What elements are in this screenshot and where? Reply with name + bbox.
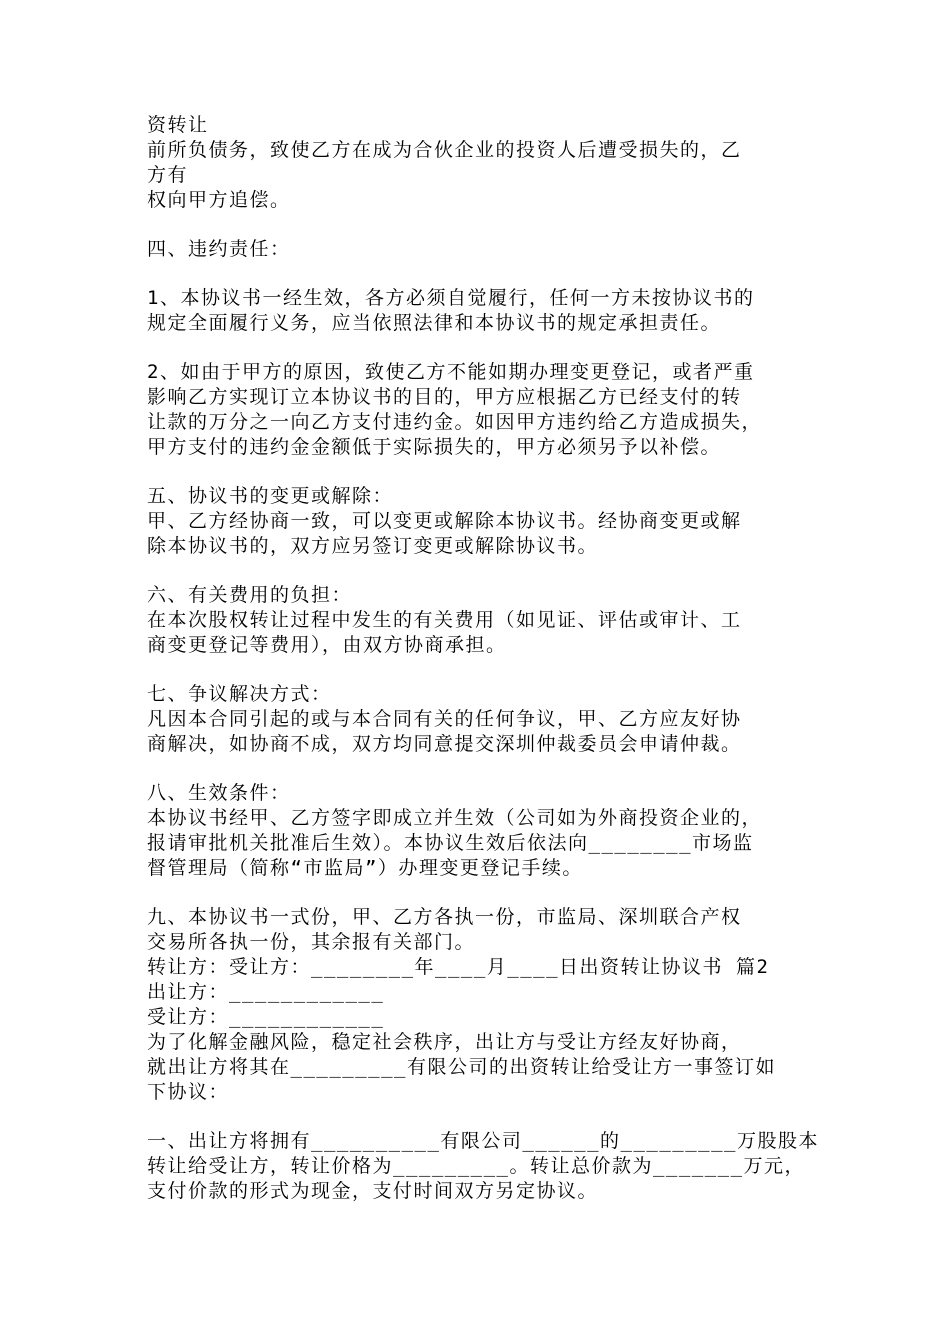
text-line: 九、本协议书一式份，甲、乙方各执一份，市监局、深圳联合产权 (147, 906, 742, 928)
paragraph-gap (147, 559, 827, 583)
text-line: 商变更登记等费用），由双方协商承担。 (147, 634, 507, 656)
section-heading: 七、争议解决方式： (147, 683, 332, 705)
section-heading: 五、协议书的变更或解除： (147, 485, 394, 507)
section-heading: 八、生效条件： (147, 782, 291, 804)
text-line: 1、本协议书一经生效，各方必须自觉履行，任何一方未按协议书的 (147, 287, 755, 309)
text-line: 方有 (147, 164, 189, 186)
paragraph-gap (147, 757, 827, 781)
text-line: 为了化解金融风险，稳定社会秩序，出让方与受让方经友好协商， (147, 1031, 742, 1053)
text-line: 资转让 (147, 114, 209, 136)
text-line: 前所负债务，致使乙方在成为合伙企业的投资人后遭受损失的，乙 (147, 139, 742, 161)
text-line: 转让给受让方，转让价格为_________。转让总价款为_______万元， (147, 1155, 806, 1177)
paragraph-gap (147, 658, 827, 682)
paragraph-gap (147, 460, 827, 484)
paragraph-gap (147, 213, 827, 237)
text-line: 规定全面履行义务，应当依照法律和本协议书的规定承担责任。 (147, 312, 722, 334)
text-line: 甲、乙方经协商一致，可以变更或解除本协议书。经协商变更或解 (147, 510, 742, 532)
text-line: 除本协议书的，双方应另签订变更或解除协议书。 (147, 535, 599, 557)
text-line: 受让方：____________ (147, 1006, 385, 1028)
paragraph-gap (147, 881, 827, 905)
text-line: 报请审批机关批准后生效）。本协议生效后依法向________市场监 (147, 832, 754, 854)
text-line: 交易所各执一份，其余报有关部门。 (147, 931, 476, 953)
text-line: 权向甲方追偿。 (147, 189, 291, 211)
text-line: 就出让方将其在_________有限公司的出资转让给受让方一事签订如 (147, 1056, 776, 1078)
text-line: 出让方：____________ (147, 981, 385, 1003)
text-line: 凡因本合同引起的或与本合同有关的任何争议，甲、乙方应友好协 (147, 708, 742, 730)
text-line: 让款的万分之一向乙方支付违约金。如因甲方违约给乙方造成损失， (147, 411, 763, 433)
text-line: 在本次股权转让过程中发生的有关费用（如见证、评估或审计、工 (147, 609, 742, 631)
text-line: 督管理局（简称“市监局”）办理变更登记手续。 (147, 857, 583, 879)
paragraph-gap (147, 262, 827, 286)
section-heading: 六、有关费用的负担： (147, 584, 353, 606)
text-line: 影响乙方实现订立本协议书的目的，甲方应根据乙方已经支付的转 (147, 386, 742, 408)
text-line: 转让方：受让方：________年____月____日出资转让协议书 篇2 (147, 956, 770, 978)
section-heading: 四、违约责任： (147, 238, 291, 260)
text-line: 支付价款的形式为现金，支付时间双方另定协议。 (147, 1180, 599, 1202)
document-body (147, 113, 827, 1204)
text-line: 甲方支付的违约金金额低于实际损失的，甲方必须另予以补偿。 (147, 436, 722, 458)
text-line: 本协议书经甲、乙方签字即成立并生效（公司如为外商投资企业的， (147, 807, 763, 829)
paragraph-gap (147, 1105, 827, 1129)
text-line: 2、如由于甲方的原因，致使乙方不能如期办理变更登记，或者严重 (147, 361, 755, 383)
paragraph-gap (147, 336, 827, 360)
text-line: 下协议： (147, 1081, 230, 1103)
text-line: 商解决，如协商不成，双方均同意提交深圳仲裁委员会申请仲裁。 (147, 733, 742, 755)
text-line: 一、出让方将拥有__________有限公司______的_________万股股本 (147, 1130, 819, 1152)
